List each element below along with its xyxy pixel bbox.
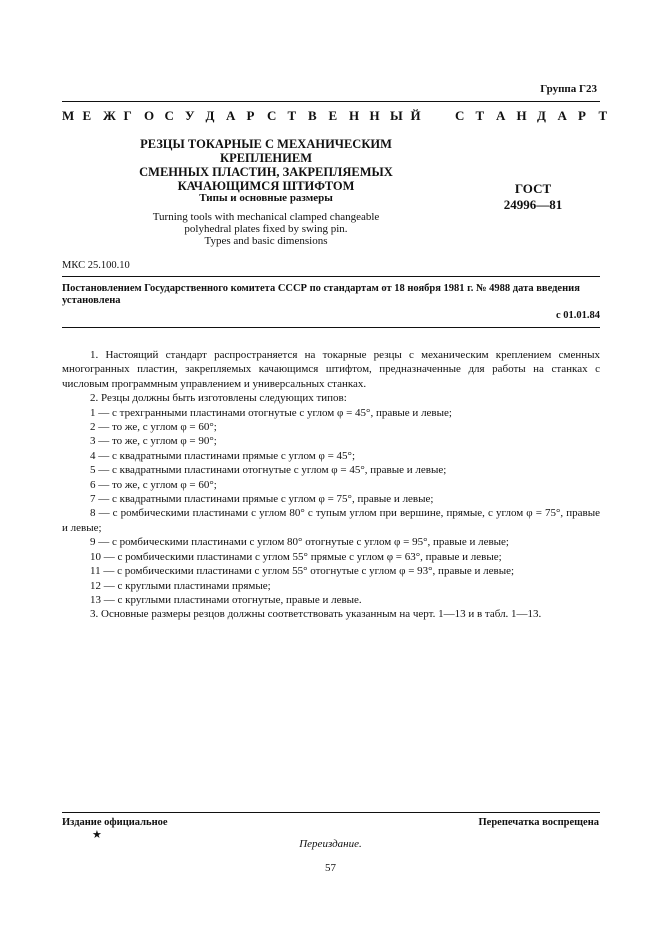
title-line-1: РЕЗЦЫ ТОКАРНЫЕ С МЕХАНИЧЕСКИМ КРЕПЛЕНИЕМ xyxy=(140,137,392,165)
paragraph-1: 1. Настоящий стандарт распространяется на токарные резцы с механическим креплением сменных многогранных пластин, закрепляемых качающимся штифтом, предназначенные для работы на станках с числовым программным управлением и универсальных станках. xyxy=(62,349,600,390)
english-title-line-1: Turning tools with mechanical clamped changeable xyxy=(152,211,380,223)
gost-label: ГОСТ xyxy=(514,181,552,196)
banner-letter: Д xyxy=(537,108,546,123)
top-rule xyxy=(62,101,600,102)
type-item: 1 — с трехгранными пластинами отогнутые с углом φ = 45°, правые и левые; xyxy=(90,406,452,419)
decree-text: Постановлением Государственного комитета СССР по стандартам от 18 ноября 1981 г. № 4988 дата введения установлена xyxy=(62,283,580,306)
banner-letter: С xyxy=(455,108,465,123)
banner-letter: А xyxy=(226,108,236,123)
official-edition: Издание официальное xyxy=(62,817,168,828)
banner-letter: Т xyxy=(475,108,485,123)
english-title xyxy=(96,211,436,247)
type-item: 8 — с ромбическими пластинами с углом 80° с тупым углом при вершине, прямые, с углом φ = 75°, правые и левые; xyxy=(62,507,600,534)
banner-letter: Г xyxy=(123,108,132,123)
banner-letter: Д xyxy=(205,108,215,123)
gost-number: 24996—81 xyxy=(503,197,563,212)
bottom-rule xyxy=(62,812,600,813)
banner-letter: Е xyxy=(82,108,92,123)
page-number: 57 xyxy=(325,862,336,874)
reprint-prohibited: Перепечатка воспрещена xyxy=(478,817,599,828)
banner-letter: Т xyxy=(287,108,297,123)
mks-code: МКС 25.100.10 xyxy=(62,260,130,271)
type-item: 7 — с квадратными пластинами прямые с углом φ = 75°, правые и левые; xyxy=(90,493,434,506)
type-item: 12 — с круглыми пластинами прямые; xyxy=(90,579,271,592)
english-title-line-3: Types and basic dimensions xyxy=(204,235,328,247)
banner-letter: Ы xyxy=(390,108,403,123)
body-text xyxy=(62,348,600,622)
intro-date: с 01.01.84 xyxy=(555,310,600,321)
date-rule xyxy=(62,327,600,328)
paragraph-2: 2. Резцы должны быть изготовлены следующих типов: xyxy=(90,392,347,405)
star-icon: ★ xyxy=(92,829,102,841)
banner-letter: В xyxy=(308,108,317,123)
banner-letter: А xyxy=(557,108,567,123)
english-title-line-2: polyhedral plates fixed by swing pin. xyxy=(184,223,348,235)
banner-letter: О xyxy=(144,108,155,123)
type-item: 11 — с ромбическими пластинами с углом 55° отогнутые с углом φ = 93°, правые и левые; xyxy=(90,565,515,578)
gost-designation xyxy=(498,181,568,213)
types-list xyxy=(62,406,600,608)
title-line-3: КАЧАЮЩИМСЯ ШТИФТОМ xyxy=(177,179,355,193)
type-item: 5 — с квадратными пластинами отогнутые с углом φ = 45°, правые и левые; xyxy=(90,464,447,477)
title-line-2: СМЕННЫХ ПЛАСТИН, ЗАКРЕПЛЯЕМЫХ xyxy=(139,165,393,179)
reissue-note: Переиздание. xyxy=(299,838,362,850)
type-item: 9 — с ромбическими пластинами с углом 80° отогнутые с углом φ = 95°, правые и левые; xyxy=(90,536,509,549)
type-item: 3 — то же, с углом φ = 90°; xyxy=(90,435,217,448)
banner-letter: Ж xyxy=(103,108,116,123)
document-title xyxy=(96,137,436,193)
banner-letter: У xyxy=(185,108,195,123)
paragraph-3: 3. Основные размеры резцов должны соответствовать указанным на черт. 1—13 и в табл. 1—13. xyxy=(90,608,542,621)
type-item: 6 — то же, с углом φ = 60°; xyxy=(90,478,217,491)
type-item: 2 — то же, с углом φ = 60°; xyxy=(90,421,217,434)
banner-letter: Т xyxy=(598,108,608,123)
banner-letter: Н xyxy=(349,108,360,123)
banner-letter: Р xyxy=(246,108,255,123)
group-code: Группа Г23 xyxy=(540,83,597,95)
document-subtitle: Типы и основные размеры xyxy=(199,192,333,204)
mks-rule xyxy=(62,276,600,277)
type-item: 13 — с круглыми пластинами отогнутые, правые и левые. xyxy=(90,593,362,606)
banner-letter: М xyxy=(62,108,75,123)
banner-letter: Н xyxy=(516,108,527,123)
banner-letter: С xyxy=(267,108,277,123)
banner-letter: Й xyxy=(410,108,421,123)
type-item: 10 — с ромбическими пластинами с углом 55° прямые с углом φ = 63°, правые и левые; xyxy=(90,550,502,563)
banner-letter: Н xyxy=(369,108,380,123)
banner-letter: С xyxy=(164,108,174,123)
type-item: 4 — с квадратными пластинами прямые с углом φ = 45°; xyxy=(90,449,355,462)
banner-letter: А xyxy=(496,108,506,123)
banner-letter: Е xyxy=(328,108,338,123)
banner-letter: Р xyxy=(578,108,586,123)
